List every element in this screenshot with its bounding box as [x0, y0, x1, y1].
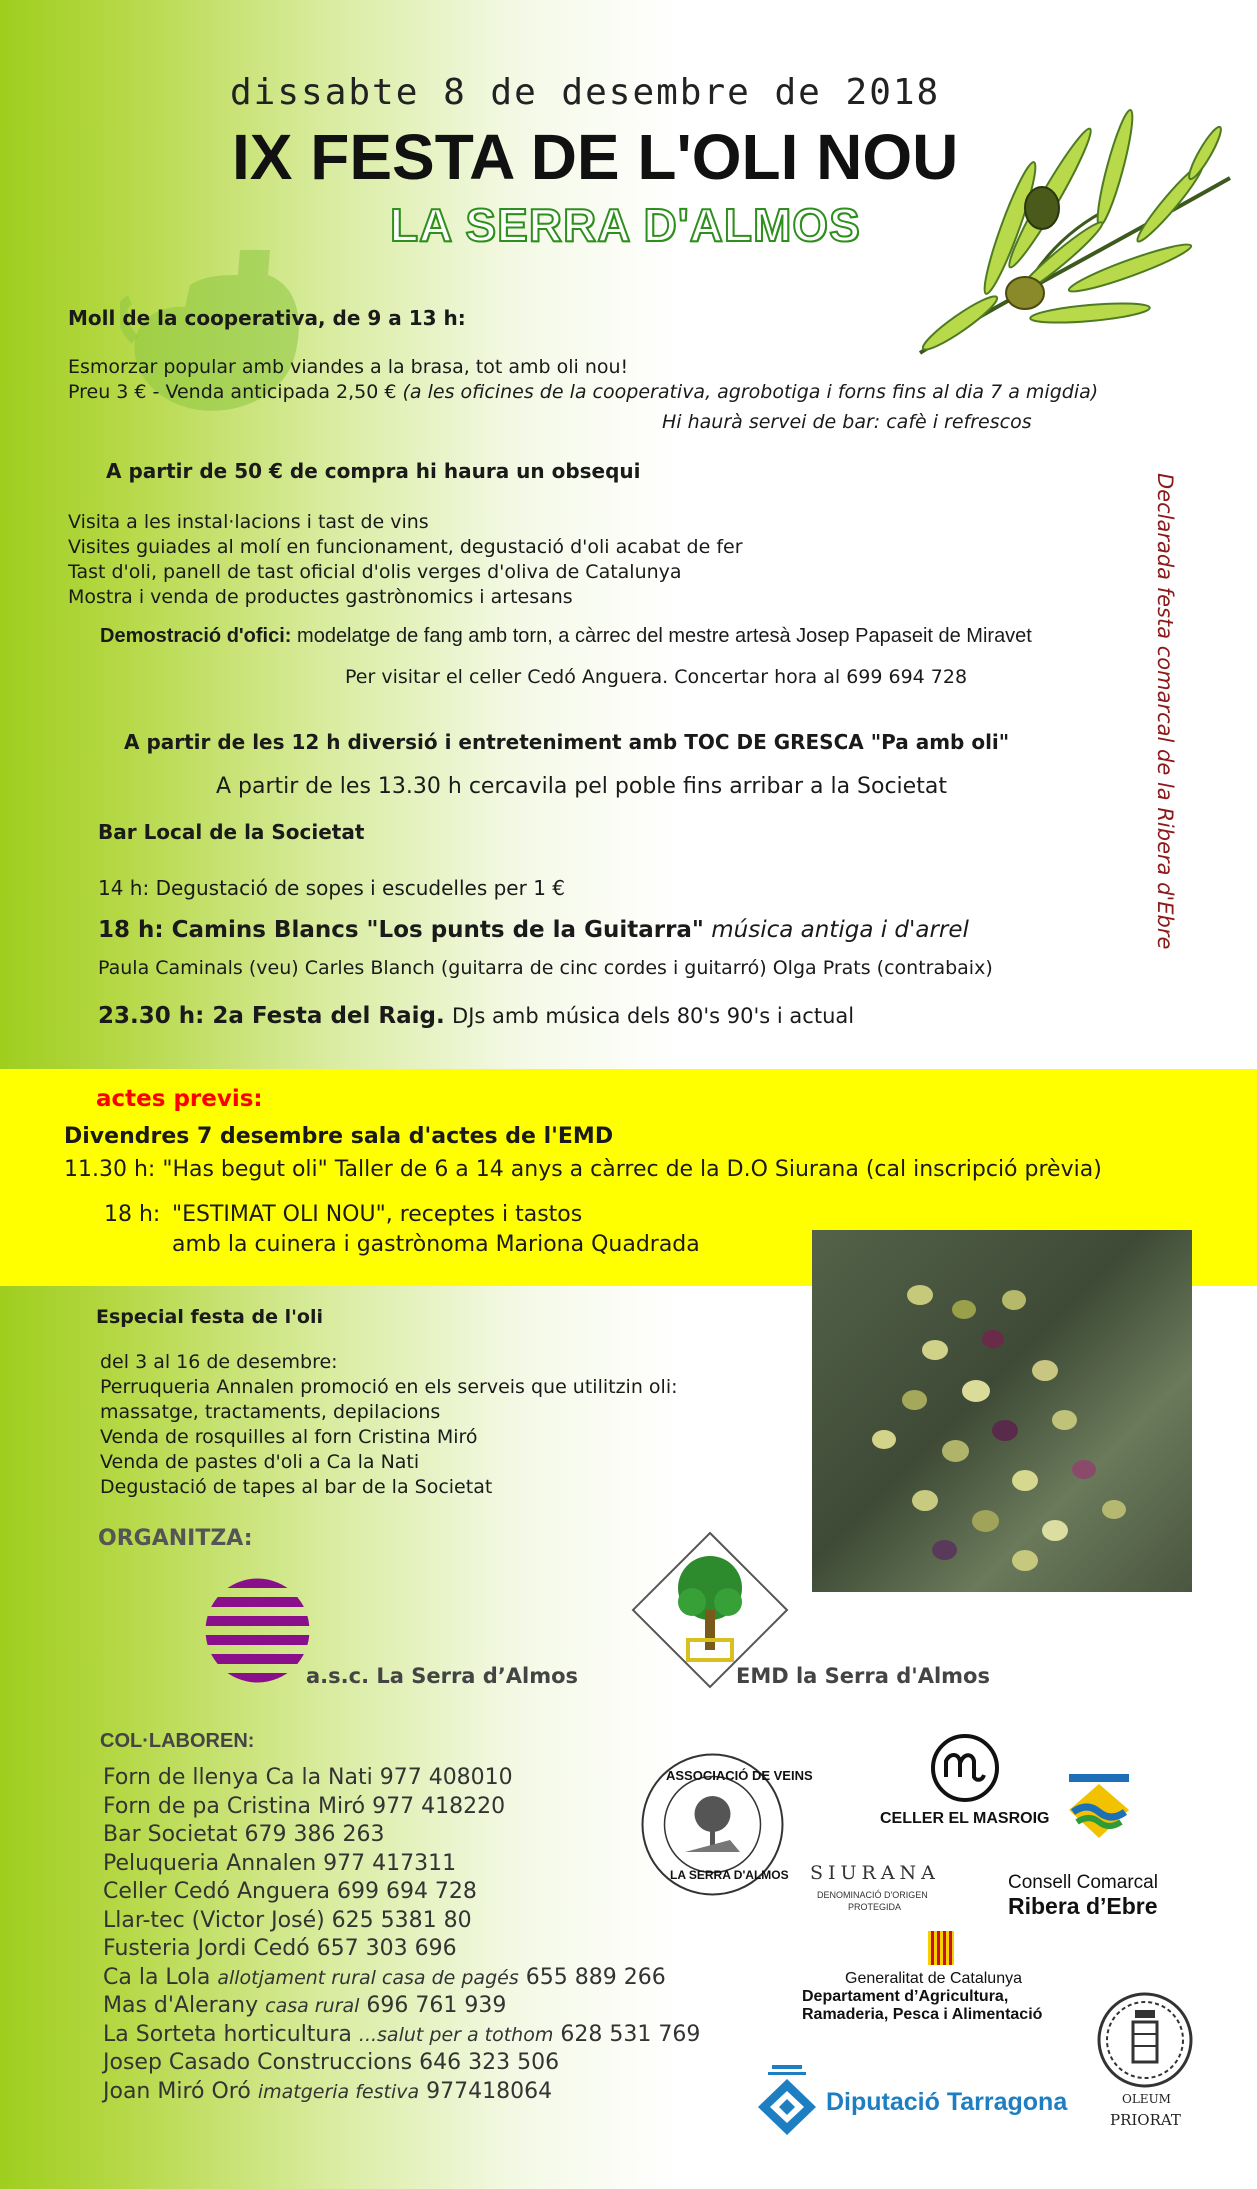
vertical-declaration-text: Declarada festa comarcal de la Ribera d'Ebre	[1153, 473, 1177, 950]
oil-jar-icon	[120, 245, 330, 440]
taller-line: 11.30 h: "Has begut oli" Taller de 6 a 14 anys a càrrec de la D.O Siurana (cal inscripció prèvia)	[64, 1157, 1102, 1182]
masroig-logo-icon	[930, 1733, 1000, 1803]
veins-bottom-text: LA SERRA D'ALMOS	[670, 1868, 789, 1882]
especial-item: Venda de rosquilles al forn Cristina Miró	[100, 1426, 478, 1448]
consell-line-1: Consell Comarcal	[1008, 1872, 1158, 1893]
collaborator	[103, 1993, 700, 2022]
collaborator-name: Celler Cedó Anguera 699 694 728	[103, 1879, 477, 1904]
estimat-line-1: "ESTIMAT OLI NOU", receptes i tastos	[172, 1202, 583, 1227]
collaborator	[103, 1908, 700, 1937]
siurana-sub-1: DENOMINACIÓ D'ORIGEN	[817, 1890, 928, 1900]
price-line	[68, 380, 1098, 405]
concert-line	[98, 917, 969, 943]
raig-text: DJs amb música dels 80's 90's i actual	[452, 1004, 855, 1028]
collaborator-name: Mas d'Alerany	[103, 1993, 259, 2018]
concert-genre: música antiga i d'arrel	[711, 917, 969, 943]
collaborator-note: allotjament rural casa de pagés	[217, 1966, 519, 1989]
collaborator	[103, 2022, 700, 2051]
event-date: dissabte 8 de desembre de 2018	[230, 72, 941, 113]
emd-name: EMD la Serra d'Almos	[736, 1664, 990, 1688]
gen-line-1: Generalitat de Catalunya	[845, 1970, 1022, 1987]
collaborator-note: imatgeria festiva	[257, 2080, 420, 2103]
collaborator	[103, 2079, 700, 2108]
cellar-visit: Per visitar el celler Cedó Anguera. Concertar hora al 699 694 728	[345, 666, 968, 688]
page-subtitle: LA SERRA D'ALMOS	[390, 199, 861, 251]
collaborator	[103, 2050, 700, 2079]
collaborator	[103, 1794, 700, 1823]
consell-line-2: Ribera d’Ebre	[1008, 1893, 1158, 1919]
activity-item: Tast d'oli, panell de tast oficial d'olis verges d'oliva de Catalunya	[68, 561, 682, 583]
friday-heading: Divendres 7 desembre sala d'actes de l'EMD	[64, 1124, 614, 1149]
musicians: Paula Caminals (veu) Carles Blanch (guitarra de cinc cordes i guitarró) Olga Prats (contrabaix)	[98, 957, 993, 979]
collaborator-phone: 977418064	[426, 2078, 553, 2104]
estimat-line-2: amb la cuinera i gastrònoma Mariona Quadrada	[172, 1232, 700, 1257]
bar-heading: Bar Local de la Societat	[98, 820, 365, 844]
especial-item: massatge, tractaments, depilacions	[100, 1401, 441, 1423]
collaborator-name: Forn de pa Cristina Miró 977 418220	[103, 1793, 506, 1819]
especial-item: Venda de pastes d'oli a Ca la Nati	[100, 1451, 420, 1473]
bar-service: Hi haurà servei de bar: cafè i refrescos	[662, 411, 1032, 433]
price-note: (a les oficines de la cooperativa, agrobotiga i forns fins al dia 7 a migdia)	[402, 381, 1099, 403]
gen-line-3: Ramaderia, Pesca i Alimentació	[802, 2006, 1043, 2023]
collaborator-name: Forn de llenya Ca la Nati 977 408010	[103, 1765, 513, 1790]
collaborators-list	[103, 1765, 700, 2107]
oleum-line-2: PRIORAT	[1110, 2111, 1181, 2129]
collaborator-phone: 628 531 769	[560, 2021, 701, 2047]
gen-line-2: Departament d’Agricultura,	[802, 1988, 1009, 2005]
masroig-name: CELLER EL MASROIG	[880, 1810, 1050, 1827]
especial-item: del 3 al 16 de desembre:	[100, 1351, 338, 1373]
collaborator	[103, 1965, 700, 1994]
collaboren-heading: COL·LABOREN:	[100, 1730, 255, 1752]
vertical-declaration	[1155, 473, 1183, 993]
olives-photo	[812, 1230, 1192, 1592]
asc-name: a.s.c. La Serra d’Almos	[306, 1664, 579, 1688]
collaborator-name: Bar Societat 679 386 263	[103, 1822, 385, 1847]
collaborator-phone: 655 889 266	[525, 1964, 666, 1990]
collaborator	[103, 1851, 700, 1880]
oleum-line-1: OLEUM	[1122, 2092, 1171, 2106]
consell-shield-icon	[1063, 1770, 1135, 1842]
collaborator-name: Fusteria Jordi Cedó 657 303 696	[103, 1936, 457, 1961]
collaborator-phone: 696 761 939	[366, 1993, 507, 2018]
collaborator	[103, 1879, 700, 1908]
collaborator-name: Joan Miró Oró	[103, 2078, 251, 2104]
raig-title: 23.30 h: 2a Festa del Raig.	[98, 1003, 445, 1029]
collaborator-name: Ca la Lola	[103, 1964, 211, 1990]
demo-label: Demostració d'ofici:	[100, 625, 292, 647]
oleum-seal-icon	[1095, 1990, 1195, 2090]
generalitat-flag-icon	[928, 1931, 954, 1965]
activity-item: Mostra i venda de productes gastrònomics i artesans	[68, 586, 573, 608]
sopes-line: 14 h: Degustació de sopes i escudelles per 1 €	[98, 876, 566, 900]
collaborator-name: La Sorteta horticultura	[103, 2021, 352, 2047]
siurana-sub-2: PROTEGIDA	[848, 1902, 902, 1912]
diputacio-logo-icon	[756, 2065, 818, 2135]
collaborator-note: ...salut per a tothom	[358, 2023, 554, 2046]
especial-heading: Especial festa de l'oli	[96, 1306, 323, 1328]
previs-heading: actes previs:	[96, 1086, 263, 1112]
collaborator-name: Peluqueria Annalen 977 417311	[103, 1850, 457, 1876]
page-title: IX FESTA DE L'OLI NOU	[232, 121, 959, 193]
collaborator	[103, 1936, 700, 1965]
gift-line: A partir de 50 € de compra hi haura un obsequi	[106, 459, 641, 483]
morning-heading: Moll de la cooperativa, de 9 a 13 h:	[68, 306, 466, 330]
demo-text: modelatge de fang amb torn, a càrrec del mestre artesà Josep Papaseit de Miravet	[297, 625, 1032, 647]
activity-item: Visites guiades al molí en funcionament, degustació d'oli acabat de fer	[68, 536, 743, 558]
siurana-name: SIURANA	[810, 1862, 940, 1884]
collaborator-name: Llar-tec (Victor José) 625 5381 80	[103, 1907, 472, 1933]
asc-logo-icon	[205, 1578, 310, 1683]
activity-item: Visita a les instal·lacions i tast de vins	[68, 511, 429, 533]
toc-gresca: A partir de les 12 h diversió i entreteniment amb TOC DE GRESCA "Pa amb oli"	[124, 730, 1010, 754]
cercavila: A partir de les 13.30 h cercavila pel poble fins arribar a la Societat	[216, 774, 947, 799]
organitza-heading: ORGANITZA:	[98, 1526, 253, 1551]
raig-line	[98, 1003, 854, 1029]
time-18: 18 h:	[104, 1202, 161, 1227]
breakfast-line: Esmorzar popular amb viandes a la brasa, tot amb oli nou!	[68, 356, 629, 378]
diputacio-name: Diputació Tarragona	[826, 2088, 1068, 2116]
price-text: Preu 3 € - Venda anticipada 2,50 €	[68, 381, 397, 403]
demo-line	[100, 624, 1032, 649]
veins-top-text: ASSOCIACIÓ DE VEINS	[666, 1768, 813, 1783]
collaborator-name: Josep Casado Construccions 646 323 506	[103, 2050, 560, 2075]
especial-item: Perruqueria Annalen promoció en els serveis que utilitzin oli:	[100, 1376, 678, 1398]
collaborator-note: casa rural	[265, 1995, 360, 2017]
collaborator	[103, 1765, 700, 1794]
concert-title: 18 h: Camins Blancs "Los punts de la Guitarra"	[98, 917, 704, 943]
especial-item: Degustació de tapes al bar de la Societat	[100, 1476, 493, 1498]
collaborator	[103, 1822, 700, 1851]
